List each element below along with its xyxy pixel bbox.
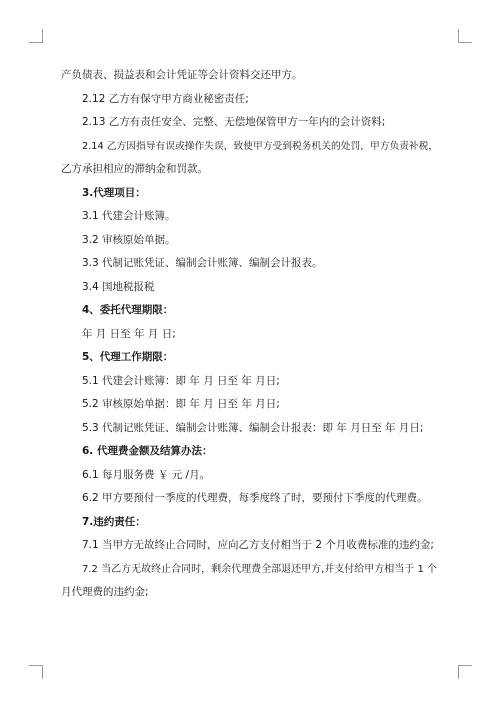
section-heading: 5、代理工作期限： (82, 351, 174, 363)
paragraph-line: 2.13 乙方有责任安全、完整、无偿地保管甲方一年内的会计资料; (82, 116, 386, 128)
document-body (61, 64, 441, 605)
section-heading: 7.违约责任： (82, 515, 146, 528)
crop-mark-bottom-left (29, 665, 43, 679)
paragraph-line: 2.12 乙方有保守甲方商业秘密责任; (82, 92, 249, 105)
paragraph-line: 6.2 甲方要预付一季度的代理费，每季度终了时，要预付下季度的代理费。 (82, 492, 428, 504)
paragraph-line: 6.1 每月服务费 ￥ 元 /月。 (82, 468, 211, 481)
paragraph-line: 产负债表、损益表和会计凭证等会计资料交还甲方。 (61, 69, 303, 81)
paragraph-line: 7.2 当乙方无故终止合同时，剩余代理费全部退还甲方,并支付给甲方相当于 1 个 (82, 563, 437, 575)
paragraph-line: 乙方承担相应的滞纳金和罚款。 (61, 163, 208, 175)
paragraph-line: 3.2 审核原始单据。 (82, 233, 176, 246)
paragraph-line: 5.3 代制记账凭证、编制会计账簿、编制会计报表：即 年 月日至 年 月日; (82, 421, 424, 434)
paragraph-line: 3.4 国地税报税 (82, 280, 155, 293)
section-heading: 6. 代理费金额及结算办法： (82, 445, 213, 457)
paragraph-line: 2.14 乙方因指导有误或操作失误，致使甲方受到税务机关的处罚，甲方负责补税， (82, 140, 439, 152)
crop-mark-top-left (29, 29, 43, 43)
crop-mark-bottom-right (458, 665, 472, 679)
paragraph-line: 7.1 当甲方无故终止合同时，应向乙方支付相当于 2 个月收费标准的违约金; (82, 539, 434, 551)
paragraph-line: 年 月 日至 年 月 日; (82, 327, 176, 340)
paragraph-line: 5.1 代建会计账簿：即 年 月 日至 年 月日; (82, 374, 280, 387)
section-heading: 4、委托代理期限： (82, 304, 174, 316)
crop-mark-top-right (458, 29, 472, 43)
paragraph-line: 3.1 代建会计账簿。 (82, 210, 176, 222)
paragraph-line: 5.2 审核原始单据：即 年 月 日至 年 月日; (82, 398, 280, 410)
paragraph-line: 3.3 代制记账凭证、编制会计账簿、编制会计报表。 (82, 257, 323, 269)
section-heading: 3.代理项目： (82, 186, 146, 199)
paragraph-line: 月代理费的违约金; (61, 586, 149, 598)
